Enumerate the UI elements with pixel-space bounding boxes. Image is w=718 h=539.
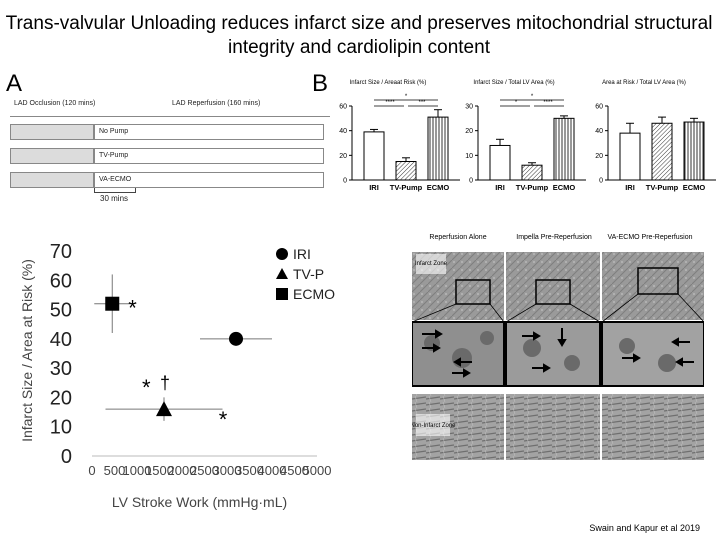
significance-label: ***	[418, 100, 426, 106]
x-tick-label: 4500	[280, 463, 309, 478]
bar	[652, 123, 672, 180]
category-label: IRI	[369, 183, 379, 192]
y-tick-label: 30	[49, 358, 72, 381]
y-tick-label: 60	[339, 103, 347, 111]
y-tick-label: 60	[595, 103, 603, 111]
category-label: IRI	[625, 183, 635, 192]
y-tick-label: 20	[339, 152, 347, 160]
micro-col-3-label: VA-ECMO Pre-Reperfusion	[607, 234, 693, 241]
micro-row-2-label: Non-Infarct Zone	[412, 423, 456, 429]
bar-chart-title: Area at Risk / Total LV Area (%)	[602, 80, 686, 86]
zoom-ecmo	[602, 322, 704, 386]
occlusion-bar-row-2	[10, 148, 94, 164]
reperfusion-label: LAD Reperfusion (160 mins)	[172, 100, 261, 107]
bar	[522, 165, 542, 180]
category-label: IRI	[495, 183, 505, 192]
duration-bracket	[94, 188, 136, 193]
scatter-plot	[0, 228, 345, 518]
y-tick-label: 30	[465, 103, 473, 111]
significance-label: *	[514, 100, 518, 106]
x-axis-label: LV Stroke Work (mmHg·mL)	[111, 494, 288, 510]
category-label: TV-Pump	[645, 183, 679, 192]
bar	[428, 117, 448, 180]
x-tick-label: 0	[88, 463, 96, 478]
legend-label: TV-P	[293, 266, 325, 282]
occlusion-label: LAD Occlusion (120 mins)	[14, 100, 96, 107]
zoom-impella	[506, 322, 600, 386]
citation: Swain and Kapur et al 2019	[589, 523, 700, 533]
significance-label: *	[530, 94, 534, 100]
occlusion-bar-row-3	[10, 172, 94, 188]
x-tick-label: 3000	[212, 463, 242, 478]
micro-row-1-label: Infarct Zone	[414, 261, 448, 267]
x-tick-label: 500	[103, 463, 126, 478]
ecmo-star: *	[128, 295, 137, 321]
micrograph-image	[412, 228, 704, 464]
category-label: ECMO	[682, 183, 706, 192]
panel-b-label: B	[312, 70, 329, 97]
y-tick-label: 20	[595, 152, 603, 160]
x-tick-label: 1000	[122, 463, 152, 478]
y-tick-label: 10	[49, 416, 72, 439]
legend-marker-ecmo	[276, 288, 288, 300]
bar	[554, 118, 574, 180]
x-tick-label: 1500	[145, 463, 174, 478]
bar	[684, 122, 704, 180]
protocol-diagram	[10, 96, 322, 206]
y-tick-label: 0	[60, 446, 72, 468]
legend-label: IRI	[293, 246, 311, 262]
tvp-star-1: *	[142, 375, 151, 401]
micro-col-2-label: Impella Pre-Reperfusion	[516, 234, 592, 241]
x-tick-label: 2500	[190, 463, 219, 478]
occlusion-bar-row-1	[10, 124, 94, 140]
row-label-tv-pump: TV-Pump	[99, 152, 129, 159]
y-tick-label: 40	[339, 128, 347, 136]
y-tick-label: 20	[49, 387, 72, 410]
micro-col-1-label: Reperfusion Alone	[429, 234, 487, 241]
pump-bar-row-3	[94, 172, 324, 188]
row-label-no-pump: No Pump	[99, 128, 129, 135]
bar	[396, 162, 416, 181]
significance-label: ****	[543, 100, 553, 106]
micrograph-noninfarct-impella	[506, 394, 600, 460]
x-tick-label: 3500	[235, 463, 264, 478]
point-ecmo	[105, 297, 119, 311]
divider	[10, 116, 330, 117]
bar	[490, 145, 510, 180]
legend-label: ECMO	[293, 286, 335, 302]
x-tick-label: 2000	[167, 463, 197, 478]
x-tick-label: 5000	[302, 463, 332, 478]
legend-marker-tvp	[276, 268, 288, 279]
pump-bar-row-2	[94, 148, 324, 164]
bar-charts	[330, 76, 718, 200]
y-tick-label: 0	[469, 177, 473, 185]
tvp-star-2: *	[218, 407, 228, 433]
duration-label: 30 mins	[100, 194, 129, 203]
y-axis-label: Infarct Size / Area at Risk (%)	[19, 259, 35, 442]
y-tick-label: 70	[49, 241, 72, 263]
y-tick-label: 0	[343, 177, 347, 185]
bar-chart-title: Infarct Size / Total LV Area (%)	[473, 80, 555, 86]
y-tick-label: 20	[465, 128, 473, 136]
category-label: TV-Pump	[389, 183, 423, 192]
y-tick-label: 10	[465, 152, 473, 160]
y-tick-label: 40	[49, 328, 72, 351]
y-tick-label: 40	[595, 128, 603, 136]
significance-label: *	[404, 94, 408, 100]
category-label: ECMO	[426, 183, 450, 192]
micrograph-noninfarct-ecmo	[602, 394, 704, 460]
micrograph-panel	[412, 228, 704, 464]
bar	[620, 133, 640, 180]
legend-marker-iri	[276, 248, 288, 260]
point-iri	[229, 332, 243, 346]
x-tick-label: 4000	[257, 463, 287, 478]
bar	[364, 132, 384, 180]
panel-a-label: A	[6, 70, 23, 97]
slide-title: Trans-valvular Unloading reduces infarct size and preserves mitochondrial structural integrity and cardiolipin content	[5, 13, 713, 58]
tvp-dagger: †	[160, 373, 171, 394]
significance-label: ****	[385, 100, 395, 106]
category-label: TV-Pump	[515, 183, 549, 192]
bar-chart-title: Infarct Size / Areaat Risk (%)	[349, 80, 427, 86]
category-label: ECMO	[552, 183, 576, 192]
y-tick-label: 0	[599, 177, 603, 185]
micrograph-infarct-impella	[506, 252, 600, 320]
y-tick-label: 50	[49, 299, 72, 322]
y-tick-label: 60	[49, 270, 72, 293]
pump-bar-row-1	[94, 124, 324, 140]
row-label-va-ecmo: VA-ECMO	[99, 176, 132, 183]
